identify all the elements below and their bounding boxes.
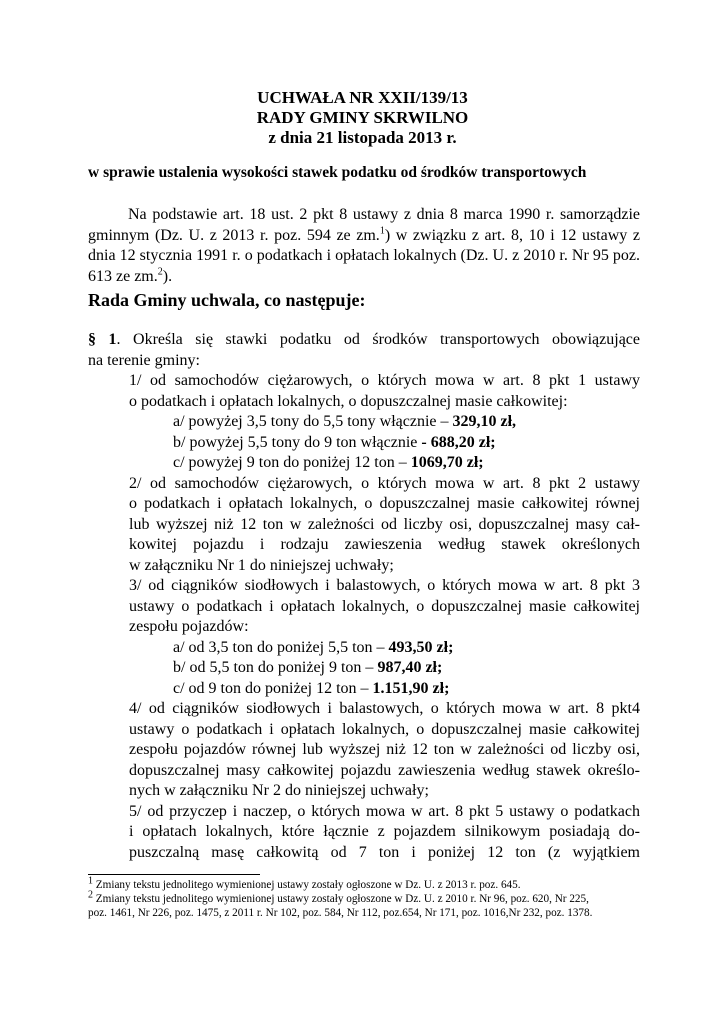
section-1-line: na terenie gminy: [88,351,200,369]
footnote-separator [88,874,260,875]
rate-line-1a: a/ powyżej 3,5 tony do 5,5 tony włącznie – 329,10 zł, [173,413,517,430]
item-4-line: ustawy o podatkach i opłatach lokalnych, o dopuszczalnej masie całkowitej [129,720,640,738]
section-1 [88,330,640,863]
footnote-2-continued: poz. 1461, Nr 226, poz. 1475, z 2011 r. Nr 102, poz. 584, Nr 112, poz.654, Nr 171, poz. 1016,Nr 232, poz. 1378. [88,907,593,919]
item-3-line: ustawy o podatkach i opłatach lokalnych, o dopuszczalnej masie całkowitej [129,597,640,615]
item-5-line: puszczalną masę całkowitą od 7 ton i poniżej 12 ton (z wyjątkiem [129,843,640,861]
section-mark: § 1 [88,331,117,348]
item-2-line: 2/ od samochodów ciężarowych, o których mowa w art. 8 pkt 2 ustawy [129,474,640,492]
item-4-line: 4/ od ciągników siodłowych i balastowych, o których mowa w art. 8 pkt4 [129,700,640,717]
item-4-line: zespołu pojazdów równej lub wyższej niż 12 ton w zależności od liczby osi, [129,741,640,758]
item-3-line: 3/ od ciągników siodłowych i balastowych, o których mowa w art. 8 pkt 3 [129,577,640,594]
resolution-number: UCHWAŁA NR XXII/139/13 [257,88,468,107]
rate-amount: 1069,70 zł; [410,454,484,471]
footnote-2: $^2$ Zmiany tekstu jednolitego wymienionej ustawy zostały ogłoszone w Dz. U. z 2010 r. Nr 96, poz. 620, Nr 225, [88,889,589,905]
rate-line-1c: c/ powyżej 9 ton do poniżej 12 ton – 1069,70 zł; [173,454,484,471]
rate-line-3b: b/ od 5,5 ton do poniżej 9 ton – 987,40 zł; [173,659,443,676]
rate-amount: 1.151,90 zł; [372,679,450,697]
item-4-line: dopuszczalnej masy całkowitej pojazdu zawieszenia według stawek określo- [129,761,640,779]
item-3-line: zespołu pojazdów: [129,618,249,635]
resolution-date: z dnia 21 listopada 2013 r. [268,128,457,147]
rate-amount: 493,50 zł; [388,638,454,656]
item-2-line: lub wyższej niż 12 ton w zależności od liczby osi, dopuszczalnej masy cał- [129,515,640,533]
issuing-body: RADY GMINY SKRWILNO [256,108,469,127]
section-1-line: § 1. Określa się stawki podatku od środków transportowych obowiązujące [88,331,641,348]
item-1-line: 1/ od samochodów ciężarowych, o których mowa w art. 8 pkt 1 ustawy [129,372,640,389]
preamble-part-1: Na podstawie art. 18 ust. 2 pkt 8 ustawy z dnia 8 marca 1990 r. samorządzie gminnym (Dz. U. z 2013 r. poz. 594 ze zm. [88,206,640,244]
rate-amount: 987,40 zł; [377,659,443,676]
item-4-line: nych w załączniku Nr 2 do niniejszej uchwały; [129,782,429,799]
rate-line-3a: a/ od 3,5 ton do poniżej 5,5 ton – 493,50 zł; [173,638,454,656]
preamble-part-3: ). [162,267,173,285]
footnote-ref-1: 1 [379,225,385,237]
item-1-line: o podatkach i opłatach lokalnych, o dopuszczalnej masie całkowitej: [129,392,568,410]
item-5-line: i opłatach lokalnych, które łącznie z pojazdem silnikowym posiadają do- [129,823,640,840]
legal-basis-preamble [88,205,640,287]
rate-amount: - 688,20 zł; [421,433,496,451]
council-resolves-heading: Rada Gminy uchwala, co następuje: [88,290,366,310]
footnote-1: $^1$ Zmiany tekstu jednolitego wymienionej ustawy zostały ogłoszone w Dz. U. z 2013 r. poz. 645. [88,875,521,891]
resolution-subject: w sprawie ustalenia wysokości stawek podatku od środków transportowych [88,164,587,181]
footnote-ref-2: 2 [157,266,163,278]
item-5-line: 5/ od przyczep i naczep, o których mowa w art. 8 pkt 5 ustawy o podatkach [129,802,640,820]
rate-amount: 329,10 zł, [452,413,517,430]
preamble-part-2: ) w związku z art. 8, 10 i 12 ustawy z dnia 12 stycznia 1991 r. o podatkach i opłatach lokalnych (Dz. U. z 2010 r. Nr 95 poz. 613 ze zm. [88,226,640,285]
item-2-line: kowitej pojazdu i rodzaju zawieszenia według stawek określonych [129,536,640,553]
rate-line-3c: c/ od 9 ton do poniżej 12 ton – 1.151,90 zł; [173,679,450,697]
item-2-line: o podatkach i opłatach lokalnych, o dopuszczalnej masie całkowitej równej [129,495,640,512]
rate-line-1b: b/ powyżej 5,5 tony do 9 ton włącznie - 688,20 zł; [173,433,496,451]
item-2-line: w załączniku Nr 1 do niniejszej uchwały; [129,556,394,574]
